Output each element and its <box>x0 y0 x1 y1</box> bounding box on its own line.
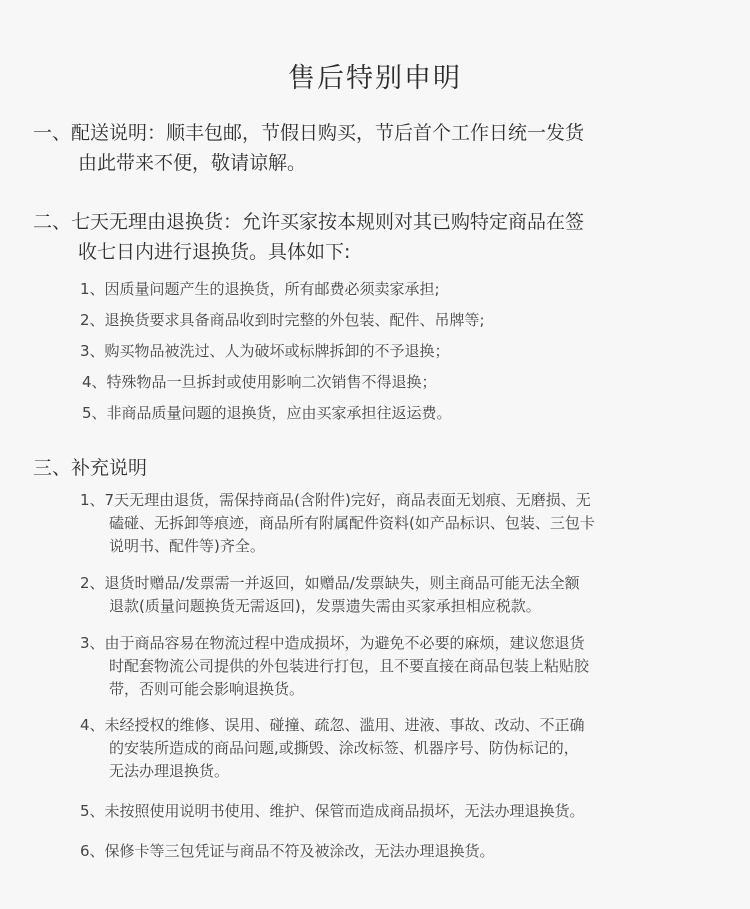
list-item <box>80 840 700 863</box>
list-item: 2、退换货要求具备商品收到时完整的外包装、配件、吊牌等; <box>80 311 485 329</box>
section-text: 允许买家按本规则对其已购特定商品在签 <box>242 211 585 233</box>
item-line: 4、未经授权的维修、误用、碰撞、疏忽、滥用、进液、事故、改动、不正确 <box>80 716 585 734</box>
list-item: 3、购买物品被洗过、人为破坏或标牌拆卸的不予退换； <box>80 342 450 360</box>
item-line: 5、未按照使用说明书使用、维护、保管而造成商品损坏，无法办理退换货。 <box>80 802 585 820</box>
item-line: 1、7天无理由退货，需保持商品(含附件)完好，商品表面无划痕、无磨损、无 <box>80 491 591 509</box>
item-line: 时配套物流公司提供的外包装进行打包，且不要直接在商品包装上粘贴胶 <box>109 657 590 675</box>
list-item <box>80 489 700 558</box>
item-line: 的安装所造成的商品问题,或撕毁、涂改标签、机器序号、防伪标记的， <box>109 739 579 757</box>
item-line: 退款(质量问题换货无需返回)，发票遗失需由买家承担相应税款。 <box>109 597 541 615</box>
section-text: 顺丰包邮，节假日购买，节后首个工作日统一发货 <box>166 122 585 144</box>
item-line: 磕碰、无拆卸等痕迹，商品所有附属配件资料(如产品标识、包装、三包卡 <box>109 514 595 532</box>
list-item <box>80 714 700 783</box>
item-line: 3、由于商品容易在物流过程中造成损坏，为避免不必要的麻烦，建议您退货 <box>80 634 585 652</box>
list-item <box>80 632 700 701</box>
list-item: 5、非商品质量问题的退换货，应由买家承担往返运费。 <box>82 404 452 422</box>
page-title: 售后特别申明 <box>288 63 462 94</box>
section-heading: 二、七天无理由退换货： <box>33 211 243 233</box>
item-line: 说明书、配件等)齐全。 <box>109 537 265 555</box>
item-line: 6、保修卡等三包凭证与商品不符及被涂改，无法办理退换货。 <box>80 842 495 860</box>
item-line: 无法办理退换货。 <box>109 762 230 780</box>
list-item: 1、因质量问题产生的退换货，所有邮费必须卖家承担; <box>80 280 440 298</box>
section-heading: 三、补充说明 <box>33 457 148 479</box>
section-return-policy <box>33 207 723 267</box>
list-item <box>80 572 700 618</box>
list-item <box>80 800 700 823</box>
list-item: 4、特殊物品一旦拆封或使用影响二次销售不得退换； <box>82 373 437 391</box>
section-text-cont: 收七日内进行退换货。具体如下: <box>78 241 351 263</box>
item-line: 2、退货时赠品/发票需一并返回，如赠品/发票缺失，则主商品可能无法全额 <box>80 574 580 592</box>
section-delivery <box>33 118 723 178</box>
item-line: 带，否则可能会影响退换货。 <box>109 680 305 698</box>
section-heading: 一、配送说明： <box>33 122 167 144</box>
section-text-cont: 由此带来不便，敬请谅解。 <box>78 152 307 174</box>
section-supplement <box>33 453 723 483</box>
